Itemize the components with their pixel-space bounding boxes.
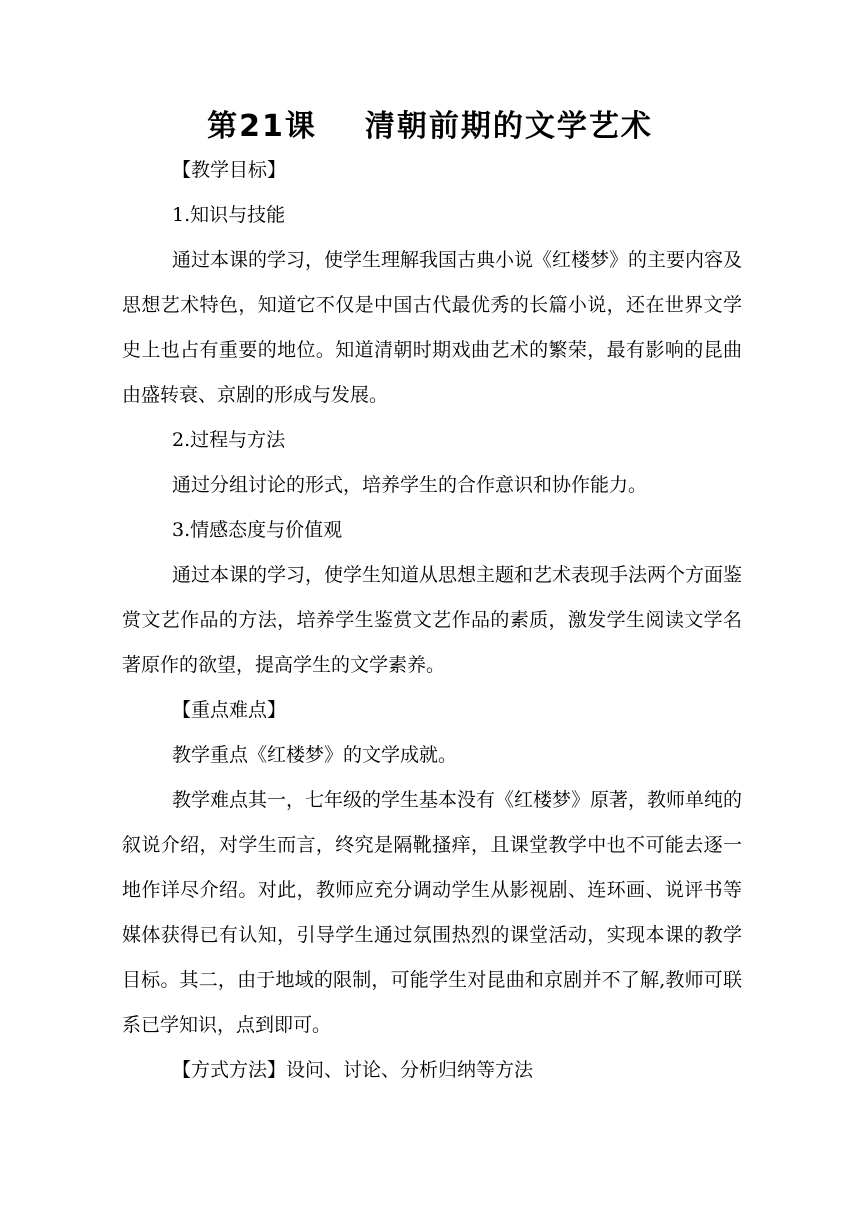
lesson-number: 第21课 — [207, 109, 317, 144]
paragraph-emotion-values: 通过本课的学习，使学生知道从思想主题和艺术表现手法两个方面鉴赏文艺作品的方法，培养学生鉴赏文艺作品的素质，激发学生阅读文学名著原作的欲望，提高学生的文学素养。 — [122, 564, 743, 676]
heading-key-difficult-points: 【重点难点】 — [172, 699, 287, 721]
paragraph-key-point: 教学重点《红楼梦》的文学成就。 — [172, 744, 458, 766]
paragraph-difficult-point: 教学难点其一，七年级的学生基本没有《红楼梦》原著，教师单纯的叙说介绍，对学生而言，终究是隔靴搔痒，且课堂教学中也不可能去逐一地作详尽介绍。对此，教师应充分调动学生从影视剧、连环画、说评书等媒体获得已有认知，引导学生通过氛围热烈的课堂活动，实现本课的教学目标。其二，由于地域的限制，可能学生对昆曲和京剧并不了解,教师可联系已学知识，点到即可。 — [122, 789, 743, 1036]
heading-teaching-goals: 【教学目标】 — [172, 159, 287, 181]
subheading-knowledge-skills: 1.知识与技能 — [172, 204, 286, 226]
document-body — [122, 148, 742, 1093]
lesson-title: 清朝前期的文学艺术 — [364, 109, 653, 144]
page-title — [0, 103, 860, 151]
paragraph-process-methods: 通过分组讨论的形式，培养学生的合作意识和协作能力。 — [172, 474, 648, 496]
paragraph-methods: 【方式方法】设问、讨论、分析归纳等方法 — [172, 1059, 534, 1081]
paragraph-knowledge-skills: 通过本课的学习，使学生理解我国古典小说《红楼梦》的主要内容及思想艺术特色，知道它不仅是中国古代最优秀的长篇小说，还在世界文学史上也占有重要的地位。知道清朝时期戏曲艺术的繁荣，最有影响的昆曲由盛转衰、京剧的形成与发展。 — [122, 249, 743, 406]
subheading-process-methods: 2.过程与方法 — [172, 429, 286, 451]
subheading-emotion-values: 3.情感态度与价值观 — [172, 519, 343, 541]
